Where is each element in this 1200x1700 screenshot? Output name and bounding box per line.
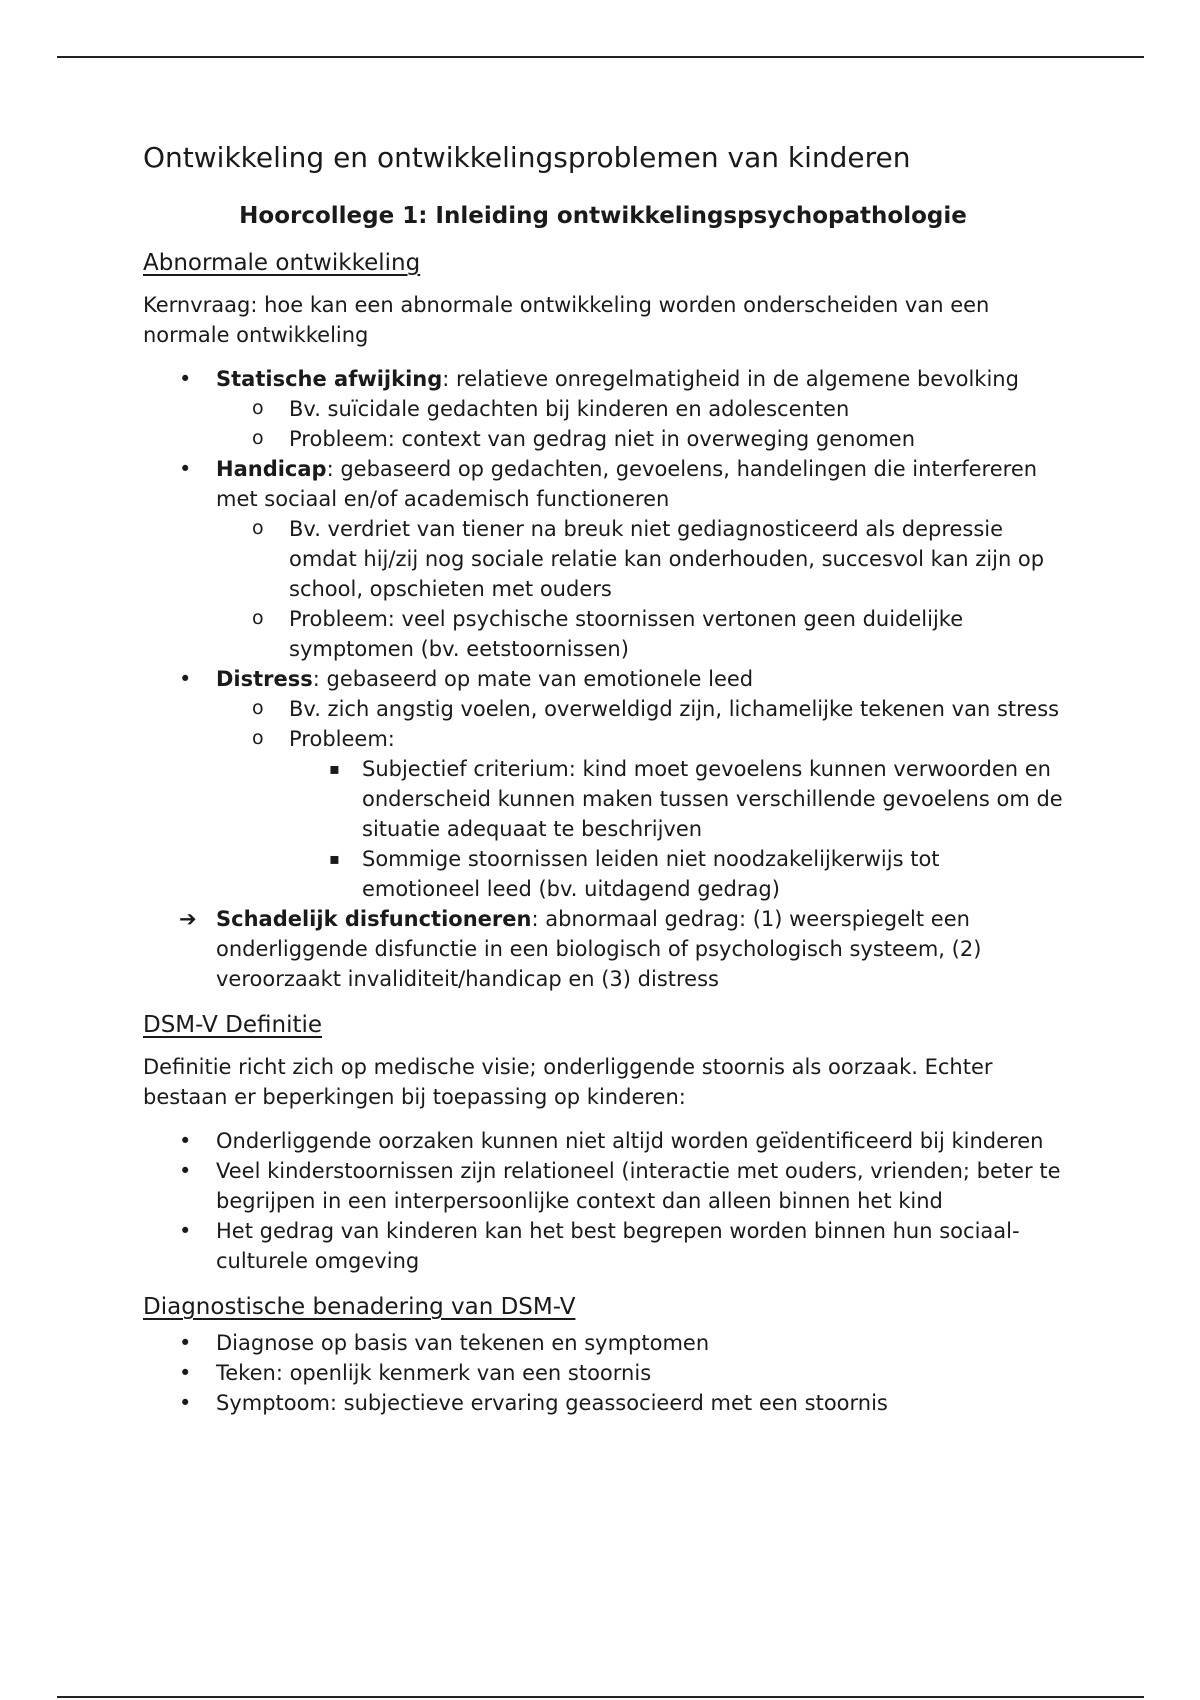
header-rule [57, 56, 1144, 58]
list-item: • Onderliggende oorzaken kunnen niet altijd worden geïdentificeerd bij kinderen [143, 1126, 1063, 1156]
document-title: Ontwikkeling en ontwikkelingsproblemen van kinderen [143, 141, 911, 174]
section-intro: Definitie richt zich op medische visie; onderliggende stoornis als oorzaak. Echter bestaan er beperkingen bij toepassing op kinderen: [143, 1055, 993, 1109]
document-body [143, 138, 1063, 1432]
lecture-title: Hoorcollege 1: Inleiding ontwikkelingspsychopathologie [239, 203, 967, 229]
sub-list [216, 394, 1063, 454]
list-item: • Teken: openlijk kenmerk van een stoornis [143, 1358, 1063, 1388]
bullet-icon: • [179, 667, 192, 691]
term-description: : gebaseerd op mate van emotionele leed [312, 667, 754, 691]
bullet-icon: • [179, 1331, 192, 1355]
bullet-icon: • [179, 1391, 192, 1415]
term-description: : gebaseerd op gedachten, gevoelens, handelingen die interfereren met sociaal en/of academisch functioneren [216, 457, 1038, 511]
sub-list [216, 514, 1063, 664]
term-description: : relatieve onregelmatigheid in de algemene bevolking [442, 367, 1019, 391]
bullet-icon: • [179, 457, 192, 481]
section-heading-diagnostische-benadering: Diagnostische benadering van DSM-V [143, 1294, 576, 1320]
sub-list-item: o Bv. suïcidale gedachten bij kinderen en adolescenten [216, 394, 1063, 424]
list-item: • Veel kinderstoornissen zijn relationeel (interactie met ouders, vrienden; beter te begrijpen in een interpersoonlijke context dan alleen binnen het kind [143, 1156, 1063, 1216]
section-heading-abnormale-ontwikkeling: Abnormale ontwikkeling [143, 250, 421, 276]
sub-list-item: o Bv. zich angstig voelen, overweldigd zijn, lichamelijke tekenen van stress [216, 694, 1063, 724]
list-item [143, 664, 1063, 904]
list-item: • Symptoom: subjectieve ervaring geassocieerd met een stoornis [143, 1388, 1063, 1418]
list-item [143, 454, 1063, 664]
square-bullet-icon: ▪ [329, 759, 340, 778]
circle-bullet-icon: o [252, 697, 264, 719]
circle-bullet-icon: o [252, 607, 264, 629]
circle-bullet-icon: o [252, 517, 264, 539]
list-item: • Het gedrag van kinderen kan het best begrepen worden binnen hun sociaal-culturele omgeving [143, 1216, 1063, 1276]
term-description: : abnormaal gedrag: (1) weerspiegelt een onderliggende disfunctie in een biologisch of psychologisch systeem, (2) veroorzaakt invaliditeit/handicap en (3) distress [216, 907, 982, 991]
sub-sub-list-item: ▪ Sommige stoornissen leiden niet noodzakelijkerwijs tot emotioneel leed (bv. uitdagend gedrag) [289, 844, 1063, 904]
term: Distress [216, 667, 313, 691]
sub-sub-list-item: ▪ Subjectief criterium: kind moet gevoelens kunnen verwoorden en onderscheid kunnen maken tussen verschillende gevoelens om de situatie adequaat te beschrijven [289, 754, 1063, 844]
bullet-icon: • [179, 1361, 192, 1385]
term: Handicap [216, 457, 327, 481]
list-item [143, 904, 1063, 994]
bullet-icon: • [179, 1219, 192, 1243]
sub-list [216, 694, 1063, 904]
term: Schadelijk disfunctioneren [216, 907, 532, 931]
arrow-right-icon: ➔ [179, 907, 197, 931]
list-item [143, 364, 1063, 454]
bullet-icon: • [179, 1129, 192, 1153]
bullet-icon: • [179, 367, 192, 391]
sub-list-item: o Probleem: context van gedrag niet in overweging genomen [216, 424, 1063, 454]
sub-list-item: o Probleem: ▪ Subjectief criterium: kind moet gevoelens kunnen verwoorden en onderscheid kunnen maken tussen verschillende gevoelens om de situatie adequaat te beschrijven ▪ Sommige stoornissen leiden niet noodzakelijkerwijs tot emotioneel leed (bv. uitdagend gedrag) [216, 724, 1063, 904]
sub-list-item: o Bv. verdriet van tiener na breuk niet gediagnosticeerd als depressie omdat hij/zij nog sociale relatie kan onderhouden, succesvol kan zijn op school, opschieten met ouders [216, 514, 1063, 604]
circle-bullet-icon: o [252, 427, 264, 449]
footer-rule [57, 1696, 1144, 1698]
bullet-icon: • [179, 1159, 192, 1183]
section-intro: Kernvraag: hoe kan een abnormale ontwikkeling worden onderscheiden van een normale ontwikkeling [143, 293, 990, 347]
square-bullet-icon: ▪ [329, 849, 340, 868]
list-item: • Diagnose op basis van tekenen en symptomen [143, 1328, 1063, 1358]
criteria-list [143, 364, 1063, 994]
section-heading-dsm-v-definitie: DSM-V Definitie [143, 1012, 323, 1038]
sub-sub-list [289, 754, 1063, 904]
limitations-list [143, 1126, 1063, 1276]
sub-list-item: o Probleem: veel psychische stoornissen vertonen geen duidelijke symptomen (bv. eetstoornissen) [216, 604, 1063, 664]
diagnosis-list [143, 1328, 1063, 1418]
circle-bullet-icon: o [252, 397, 264, 419]
term: Statische afwijking [216, 367, 443, 391]
circle-bullet-icon: o [252, 727, 264, 749]
